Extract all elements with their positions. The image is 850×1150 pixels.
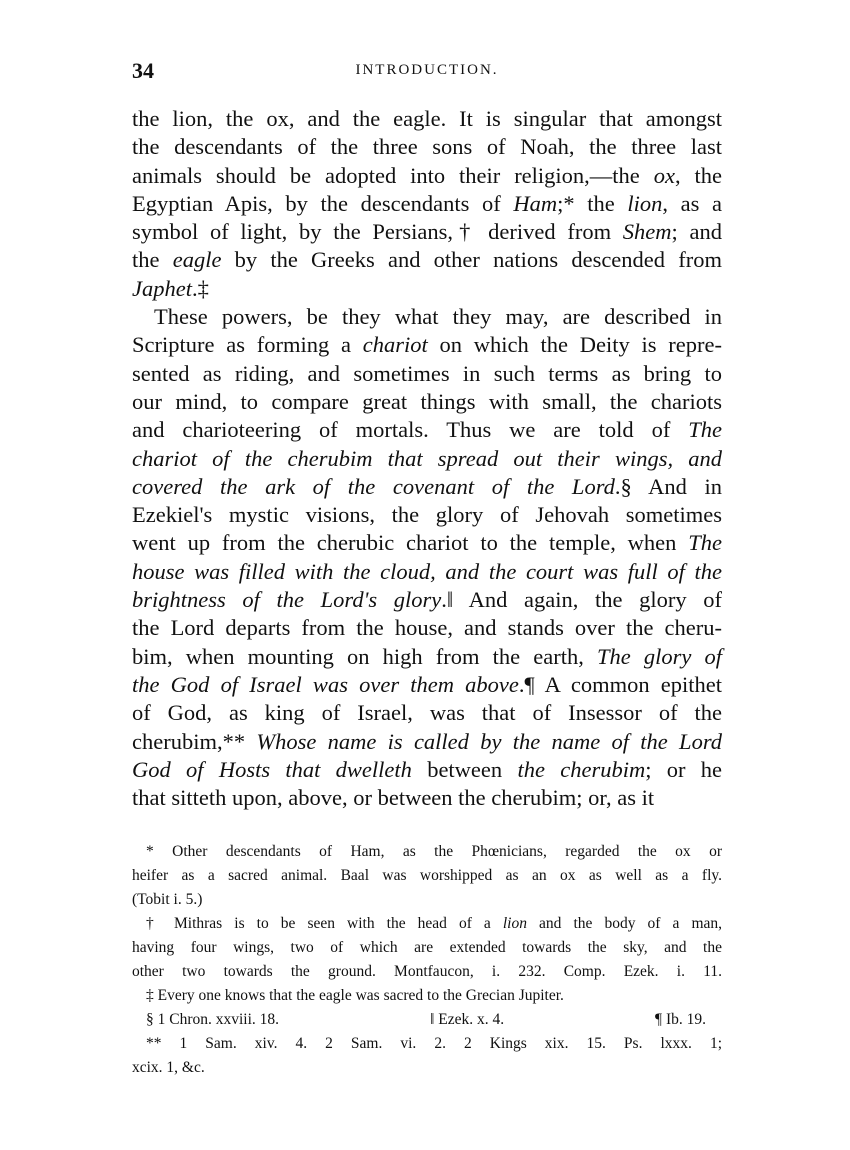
body-line: [132, 501, 722, 529]
text-run: symbol of light, by the Persians,† derived from: [132, 219, 623, 245]
body-line: [132, 473, 722, 501]
text-run: (Tobit i. 5.): [132, 891, 203, 908]
footnotes-group: [132, 840, 722, 1008]
text-run: sented as riding, and sometimes in such terms as bring to: [132, 360, 722, 386]
footnote-ref-ib: ¶ Ib. 19.: [655, 1011, 706, 1028]
text-run: animals should be adopted into their religion,—the: [132, 162, 654, 188]
italic-text: Shem: [622, 219, 672, 245]
body-line: [132, 416, 722, 444]
footnote-line: [132, 840, 722, 864]
italic-text: The glory of: [596, 643, 722, 669]
body-line: [132, 133, 722, 161]
body-line: [132, 303, 722, 331]
italic-text: Ham: [513, 190, 558, 216]
text-run: Egyptian Apis, by the descendants of: [132, 190, 514, 216]
italic-text: lion: [502, 915, 527, 932]
body-line: [132, 388, 722, 416]
text-run: ; and: [671, 219, 722, 245]
text-run: .§ And in: [614, 473, 722, 499]
text-run: having four wings, two of which are extended towards the sky, and the: [132, 939, 722, 956]
body-line: [132, 728, 722, 756]
body-text: [132, 105, 722, 812]
body-line: [132, 586, 722, 614]
text-run: that sitteth upon, above, or between the cherubim; or, as it: [132, 785, 655, 811]
text-run: on which the Deity is repre-: [427, 332, 722, 358]
text-run: the descendants of the three sons of Noah, the three last: [132, 134, 722, 160]
footnote-line: [132, 960, 722, 984]
body-line: [132, 246, 722, 274]
text-run: bim, when mounting on high from the earth,: [132, 643, 597, 669]
text-run: the Lord departs from the house, and stands over the cheru-: [132, 615, 722, 641]
text-run: of God, as king of Israel, was that of Insessor of the: [132, 700, 722, 726]
italic-text: lion: [627, 190, 663, 216]
body-line: [132, 331, 722, 359]
text-run: , the: [674, 162, 722, 188]
text-run: heifer as a sacred animal. Baal was worshipped as an ox as well as a fly.: [132, 867, 722, 884]
text-run: .‖ And again, the glory of: [441, 587, 722, 613]
footnote-line: [132, 936, 722, 960]
text-run: between: [411, 756, 518, 782]
body-line: [132, 643, 722, 671]
italic-text: eagle: [172, 247, 222, 273]
text-run: These powers, be they what they may, are described in: [154, 304, 722, 330]
footnote-line: [132, 864, 722, 888]
body-line: [132, 671, 722, 699]
footnote-line: [132, 1032, 722, 1056]
text-run: by the Greeks and other nations descended from: [221, 247, 722, 273]
italic-text: chariot: [362, 332, 428, 358]
body-line: [132, 275, 722, 303]
footnotes-group-tail: [132, 1032, 722, 1080]
italic-text: Japhet: [132, 275, 192, 301]
italic-text: covered the ark of the covenant of the Lord: [132, 473, 615, 499]
footnote-refs-row: [132, 1008, 722, 1032]
text-run: ‡ Every one knows that the eagle was sacred to the Grecian Jupiter.: [146, 987, 564, 1004]
italic-text: the God of Israel was over them above: [132, 671, 519, 697]
body-line: [132, 190, 722, 218]
footnote-ref-ezek: ‖ Ezek. x. 4.: [430, 1011, 505, 1028]
italic-text: brightness of the Lord's glory: [132, 587, 442, 613]
italic-text: The: [688, 417, 722, 443]
italic-text: Whose name is called by the name of the Lord: [256, 728, 722, 754]
text-run: † Mithras is to be seen with the head of a: [146, 915, 503, 932]
text-run: Ezekiel's mystic visions, the glory of Jehovah sometimes: [132, 502, 722, 528]
body-line: [132, 360, 722, 388]
text-run: ;* the: [557, 190, 628, 216]
italic-text: The: [688, 530, 722, 556]
body-line: [132, 162, 722, 190]
italic-text: God of Hosts that dwelleth: [132, 756, 412, 782]
page-number: 34: [132, 58, 154, 83]
text-run: xcix. 1, &c.: [132, 1059, 205, 1076]
text-run: * Other descendants of Ham, as the Phœnicians, regarded the ox or: [146, 843, 722, 860]
footnote-ref-chron: § 1 Chron. xxviii. 18.: [146, 1011, 280, 1028]
italic-text: chariot of the cherubim that spread out their wings, and: [132, 445, 722, 471]
text-run: .‡: [191, 275, 209, 301]
text-run: cherubim,**: [132, 728, 257, 754]
italic-text: the cherubim: [517, 756, 646, 782]
text-run: ** 1 Sam. xiv. 4. 2 Sam. vi. 2. 2 Kings xix. 15. Ps. lxxx. 1;: [146, 1035, 722, 1052]
text-run: the lion, the ox, and the eagle. It is singular that amongst: [132, 106, 722, 131]
italic-text: house was filled with the cloud, and the court was full of the: [132, 558, 722, 584]
text-run: , as a: [662, 190, 722, 216]
body-line: [132, 699, 722, 727]
text-run: ; or he: [645, 756, 723, 782]
body-line: [132, 105, 722, 133]
page-header: [132, 58, 722, 88]
body-line: [132, 558, 722, 586]
footnote-line: [132, 984, 722, 1008]
footnotes: [132, 840, 722, 1080]
italic-text: ox: [653, 162, 675, 188]
text-run: and the body of a man,: [527, 915, 723, 932]
body-line: [132, 756, 722, 784]
footnote-line: [132, 912, 722, 936]
body-line: [132, 784, 722, 812]
text-run: went up from the cherubic chariot to the temple, when: [132, 530, 689, 556]
text-run: the: [132, 247, 173, 273]
text-run: and charioteering of mortals. Thus we are told of: [132, 417, 689, 443]
text-run: other two towards the ground. Montfaucon, i. 232. Comp. Ezek. i. 11.: [132, 963, 722, 980]
body-line: [132, 529, 722, 557]
text-run: our mind, to compare great things with small, the chariots: [132, 388, 722, 414]
footnote-line: [132, 1056, 722, 1080]
body-line: [132, 445, 722, 473]
text-run: .¶ A common epithet: [518, 671, 722, 697]
running-title: INTRODUCTION.: [355, 62, 499, 78]
body-line: [132, 614, 722, 642]
text-run: Scripture as forming a: [132, 332, 363, 358]
footnote-line: [132, 888, 722, 912]
body-line: [132, 218, 722, 246]
